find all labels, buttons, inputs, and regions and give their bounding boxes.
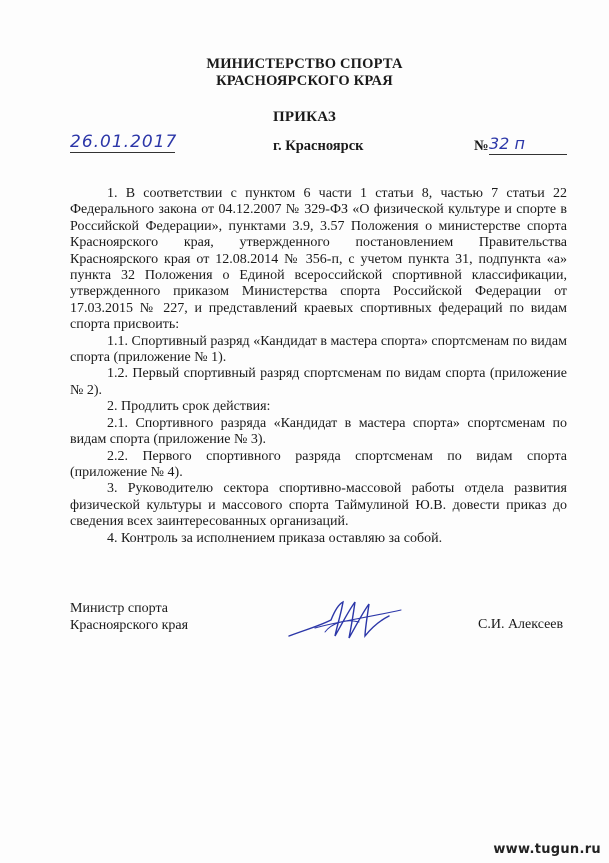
- document-title: ПРИКАЗ: [273, 109, 336, 125]
- handwritten-number: 32 п: [489, 134, 525, 153]
- order-body: [70, 186, 567, 547]
- paragraph-1-2: 1.2. Первый спортивный разряд спортсменам по видам спорта (приложение № 2).: [70, 366, 567, 398]
- number-label: №: [474, 138, 489, 154]
- paragraph-1-1: 1.1. Спортивный разряд «Кандидат в мастера спорта» спортсменам по видам спорта (приложение № 1).: [70, 333, 567, 366]
- date-underline: [70, 152, 175, 153]
- paragraph-2-1: 2.1. Спортивного разряда «Кандидат в мастера спорта» спортсменам по видам спорта (приложение № 3).: [70, 415, 567, 448]
- ministry-name-line1: МИНИСТЕРСТВО СПОРТА: [206, 56, 403, 72]
- paragraph-2: 2. Продлить срок действия:: [107, 399, 271, 415]
- watermark: www.tugun.ru: [493, 842, 601, 857]
- paragraph-2-2: 2.2. Первого спортивного разряда спортсменам по видам спорта (приложение № 4).: [70, 448, 567, 480]
- paragraph-4: 4. Контроль за исполнением приказа оставляю за собой.: [107, 530, 443, 546]
- handwritten-date: 26.01.2017: [70, 132, 178, 152]
- number-underline: [489, 154, 567, 155]
- signatory-position: [70, 600, 188, 634]
- ministry-name-line2: КРАСНОЯРСКОГО КРАЯ: [216, 73, 393, 89]
- paragraph-1: 1. В соответствии с пунктом 6 части 1 статьи 8, частью 7 статьи 22 Федерального закона от 04.12.2007 № 329-ФЗ «О физической культуре и спорте в Российской Федерации», пунктами 3.9, 3.57 Положения о министерстве спорта Красноярского края, утвержденного постановлением Правительства Красноярского края от 12.08.2014 № 356-п, с учетом пункта 31, подпункта «а» пункта 32 Положения о Единой всероссийской спортивной классификации, утвержденного приказом Министерства спорта Российской Федерации от 17.03.2015 № 227, и представлений краевых спортивных федераций по видам спорта присвоить:: [70, 186, 567, 333]
- paragraph-3: 3. Руководителю сектора спортивно-массовой работы отдела развития физической культуры и массового спорта Таймулиной Ю.В. довести приказ до сведения всех заинтересованных организаций.: [70, 481, 567, 530]
- position-line1: Министр спорта: [70, 601, 168, 616]
- handwritten-signature: [285, 596, 405, 644]
- signatory-name: С.И. Алексеев: [478, 617, 564, 632]
- position-line2: Красноярского края: [70, 618, 189, 633]
- city-label: г. Красноярск: [273, 138, 364, 154]
